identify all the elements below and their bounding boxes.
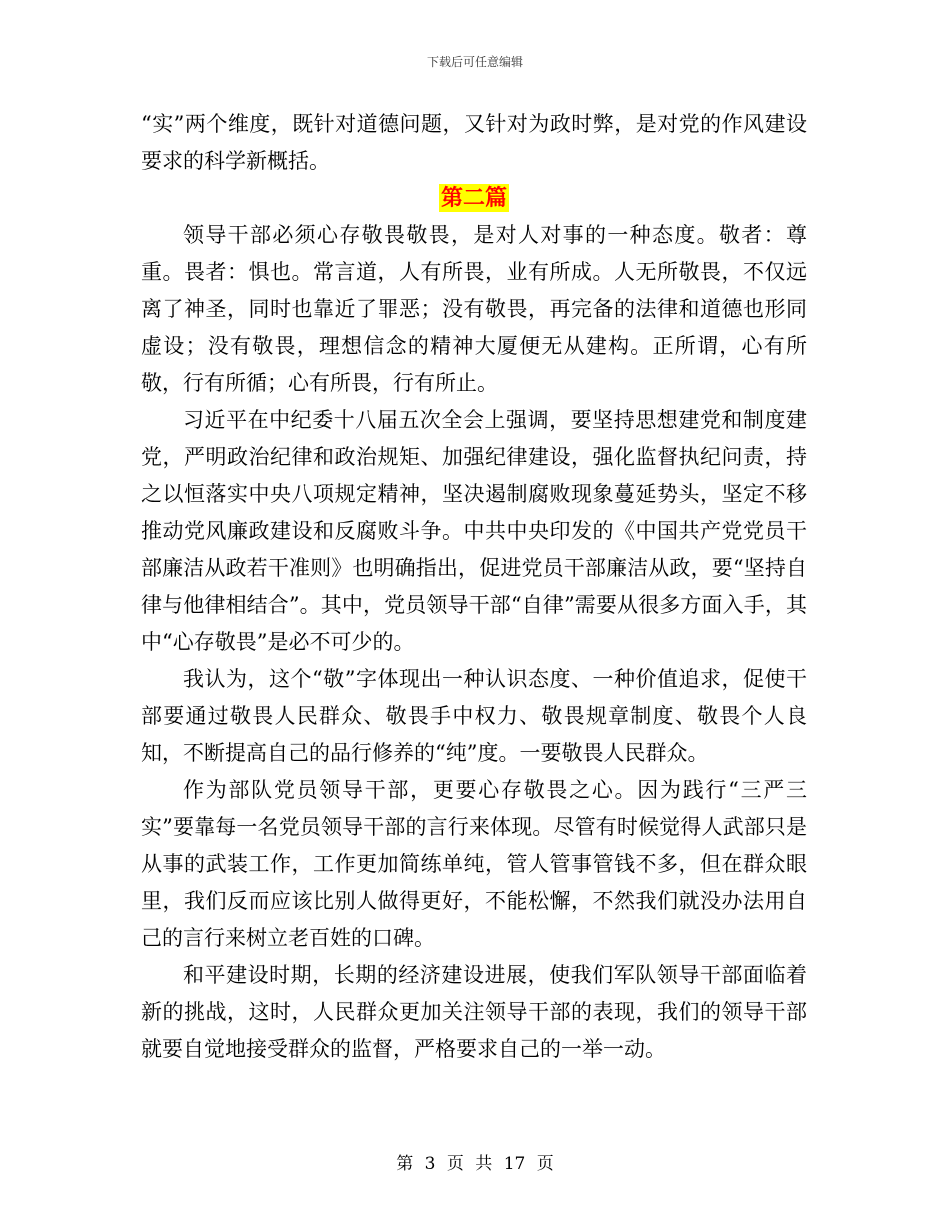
paragraph-continued: “实”两个维度，既针对道德问题，又针对为政时弊，是对党的作风建设要求的科学新概括。 — [141, 112, 807, 173]
page-footer: 第 3 页 共 17 页 — [396, 1154, 554, 1174]
paragraph-4: 作为部队党员领导干部，更要心存敬畏之心。因为践行“三严三实”要靠每一名党员领导干部的言行来体现。尽管有时候觉得人武部只是从事的武装工作，工作更加简练单纯，管人管事管钱不多，但在群众眼里，我们反而应该比别人做得更好，不能松懈，不然我们就没办法用自己的言行来树立老百姓的口碑。 — [141, 778, 807, 950]
section-title-line — [141, 180, 807, 217]
paragraph-3: 我认为，这个“敬”字体现出一种认识态度、一种价值追求，促使干部要通过敬畏人民群众、敬畏手中权力、敬畏规章制度、敬畏个人良知，不断提高自己的品行修养的“纯”度。一要敬畏人民群众。 — [141, 667, 807, 765]
document-body — [141, 106, 807, 1068]
paragraph-2: 习近平在中纪委十八届五次全会上强调，要坚持思想建党和制度建党，严明政治纪律和政治规矩、加强纪律建设，强化监督执纪问责，持之以恒落实中央八项规定精神，坚决遏制腐败现象蔓延势头，坚定不移推动党风廉政建设和反腐败斗争。中共中央印发的《中国共产党党员干部廉洁从政若干准则》也明确指出，促进党员干部廉洁从政，要“坚持自律与他律相结合”。其中，党员领导干部“自律”需要从很多方面入手，其中“心存敬畏”是必不可少的。 — [141, 408, 807, 654]
paragraph-5: 和平建设时期，长期的经济建设进展，使我们军队领导干部面临着新的挑战，这时，人民群众更加关注领导干部的表现，我们的领导干部就要自觉地接受群众的监督，严格要求自己的一举一动。 — [141, 963, 807, 1061]
section-title: 第二篇 — [440, 185, 507, 211]
paragraph-1: 领导干部必须心存敬畏敬畏，是对人对事的一种态度。敬者：尊重。畏者：惧也。常言道，人有所畏，业有所成。人无所敬畏，不仅远离了神圣，同时也靠近了罪恶；没有敬畏，再完备的法律和道德也形同虚设；没有敬畏，理想信念的精神大厦便无从建构。正所谓，心有所敬，行有所循；心有所畏，行有所止。 — [141, 223, 807, 395]
page-header: 下载后可任意编辑 — [426, 55, 523, 69]
